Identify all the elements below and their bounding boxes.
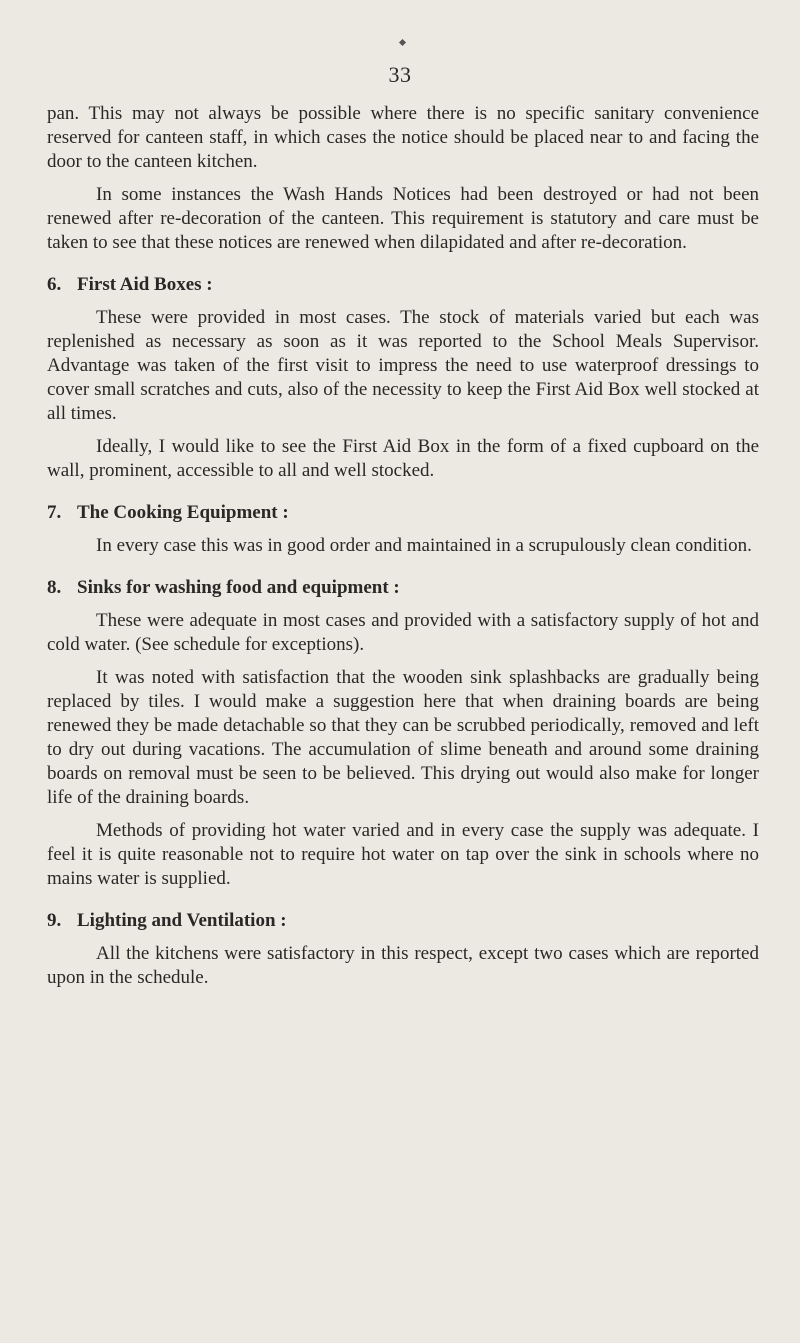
section-paragraph: Methods of providing hot water varied and in every case the supply was adequate. I feel it is quite reasonable not to require hot water on tap over the sink in schools where no mains water is supplied. [47,820,759,889]
page-number: 33 [388,62,412,87]
section-number: 6. [47,274,62,295]
section-number: 8. [47,577,62,598]
section-number: 9. [47,910,62,931]
section-heading-cooking-equipment [47,501,759,525]
section-title: The Cooking Equipment : [77,502,289,523]
section-heading-first-aid [47,273,759,297]
page-content [47,102,759,999]
section-heading-sinks [47,576,759,600]
page-mark-dot [399,39,406,46]
section-paragraph: It was noted with satisfaction that the wooden sink splashbacks are gradually being replaced by tiles. I would make a suggestion here that when draining boards are being renewed they be made detachable so that they can be scrubbed periodically, removed and left to dry out during vacations. The accumulation of slime beneath and around some draining boards on removal must be seen to be believed. This drying out would also make for longer life of the draining boards. [47,667,759,808]
intro-paragraph-1: pan. This may not always be possible where there is no specific sanitary convenience reserved for canteen staff, in which cases the notice should be placed near to and facing the door to the canteen kitchen. [47,103,759,172]
section-number: 7. [47,502,62,523]
section-paragraph: All the kitchens were satisfactory in this respect, except two cases which are reported upon in the schedule. [47,943,759,988]
section-heading-lighting [47,909,759,933]
section-paragraph: These were provided in most cases. The stock of materials varied but each was replenished as necessary as soon as it was reported to the School Meals Supervisor. Advantage was taken of the first visit to impress the need to use waterproof dressings to cover small scratches and cuts, also of the necessity to keep the First Aid Box well stocked at all times. [47,307,759,424]
section-title: Sinks for washing food and equipment : [77,577,400,598]
section-paragraph: Ideally, I would like to see the First Aid Box in the form of a fixed cupboard on the wall, prominent, accessible to all and well stocked. [47,436,759,481]
section-paragraph: In every case this was in good order and maintained in a scrupulously clean condition. [96,535,752,556]
section-title: First Aid Boxes : [77,274,213,295]
section-paragraph: These were adequate in most cases and provided with a satisfactory supply of hot and cold water. (See schedule for exceptions). [47,610,759,655]
intro-paragraph-2: In some instances the Wash Hands Notices had been destroyed or had not been renewed after re-decoration of the canteen. This requirement is statutory and care must be taken to see that these notices are renewed when dilapidated and after re-decoration. [47,184,759,253]
section-title: Lighting and Ventilation : [77,910,287,931]
